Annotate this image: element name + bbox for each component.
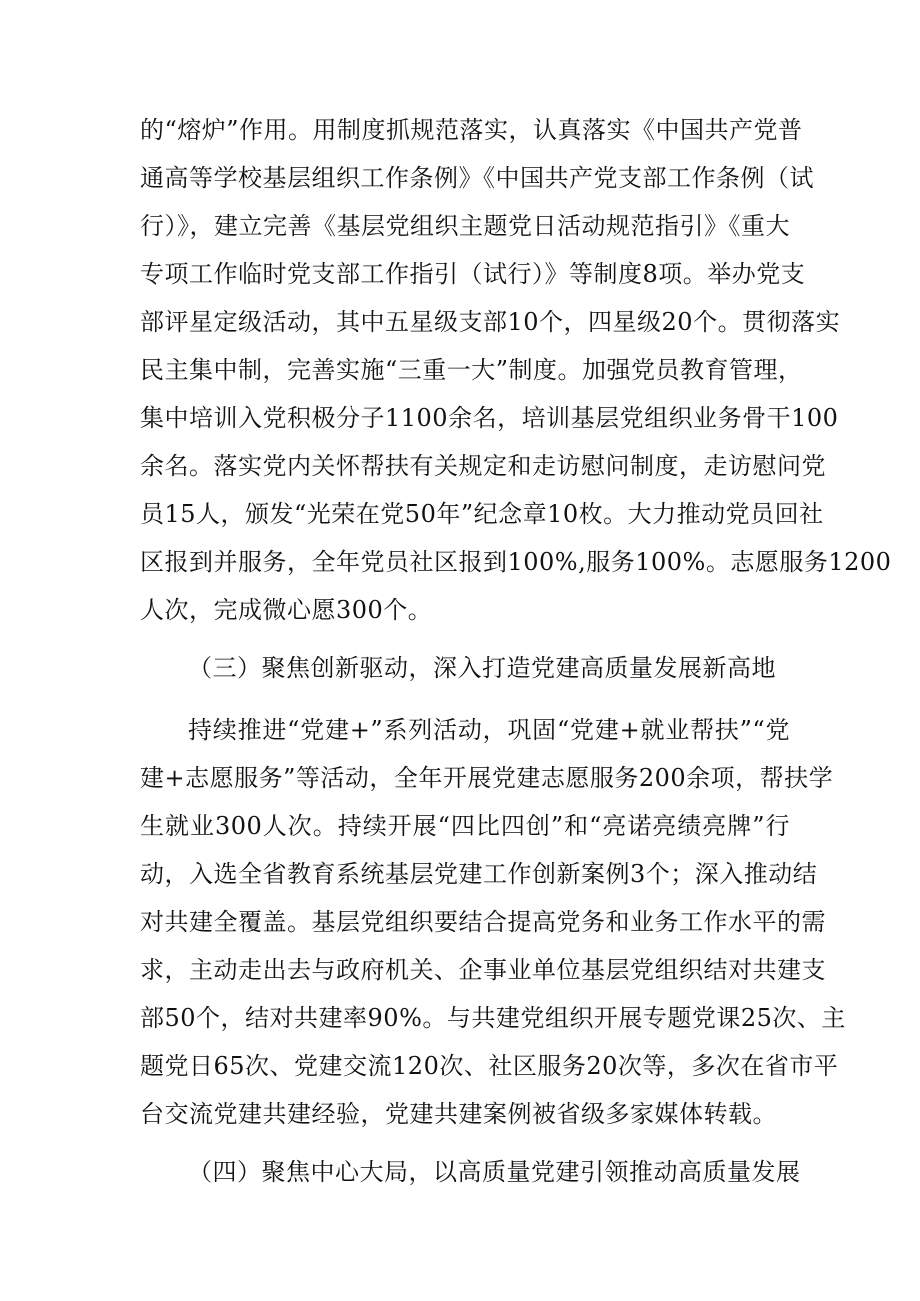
paragraph-line: 建+志愿服务”等活动，全年开展党建志愿服务200余项，帮扶学	[140, 764, 834, 792]
paragraph-line: 的“熔炉”作用。用制度抓规范落实，认真落实《中国共产党普	[140, 116, 803, 144]
paragraph-line: 动，入选全省教育系统基层党建工作创新案例3个；深入推动结	[140, 860, 818, 888]
paragraph-line: 区报到并服务，全年党员社区报到100%,服务100%。志愿服务1200	[140, 548, 892, 576]
paragraph-line: 人次，完成微心愿300个。	[140, 596, 433, 624]
paragraph-line: 通高等学校基层组织工作条例》《中国共产党支部工作条例（试	[140, 164, 814, 192]
paragraph-line: 民主集中制，完善实施“三重一大”制度。加强党员教育管理，	[140, 356, 803, 384]
paragraph-line: 部50个，结对共建率90%。与共建党组织开展专题党课25次、主	[140, 1004, 846, 1032]
paragraph-line: 台交流党建共建经验，党建共建案例被省级多家媒体转载。	[140, 1100, 777, 1128]
paragraph-line: 题党日65次、党建交流120次、社区服务20次等，多次在省市平	[140, 1052, 839, 1080]
paragraph-line: 求，主动走出去与政府机关、企事业单位基层党组织结对共建支	[140, 956, 826, 984]
paragraph-line: 生就业300人次。持续开展“四比四创”和“亮诺亮绩亮牌”行	[140, 812, 790, 840]
paragraph-line: 专项工作临时党支部工作指引（试行）》等制度8项。举办党支	[140, 260, 806, 288]
paragraph-line: 行）》，建立完善《基层党组织主题党日活动规范指引》《重大	[140, 212, 790, 240]
paragraph-line: 余名。落实党内关怀帮扶有关规定和走访慰问制度，走访慰问党	[140, 452, 826, 480]
paragraph-line: 对共建全覆盖。基层党组织要结合提高党务和业务工作水平的需	[140, 908, 826, 936]
paragraph-line: 集中培训入党积极分子1100余名，培训基层党组织业务骨干100	[140, 404, 839, 432]
paragraph-line: 员15人，颁发“光荣在党50年”纪念章10枚。大力推动党员回社	[140, 500, 824, 528]
section-heading-4: （四）聚焦中心大局，以高质量党建引领推动高质量发展	[188, 1158, 801, 1186]
paragraph-line: 部评星定级活动，其中五星级支部10个，四星级20个。贯彻落实	[140, 308, 841, 336]
section-heading-3: （三）聚焦创新驱动，深入打造党建高质量发展新高地	[188, 654, 776, 682]
paragraph-line: 持续推进“党建+”系列活动，巩固“党建+就业帮扶”“党	[188, 716, 790, 744]
